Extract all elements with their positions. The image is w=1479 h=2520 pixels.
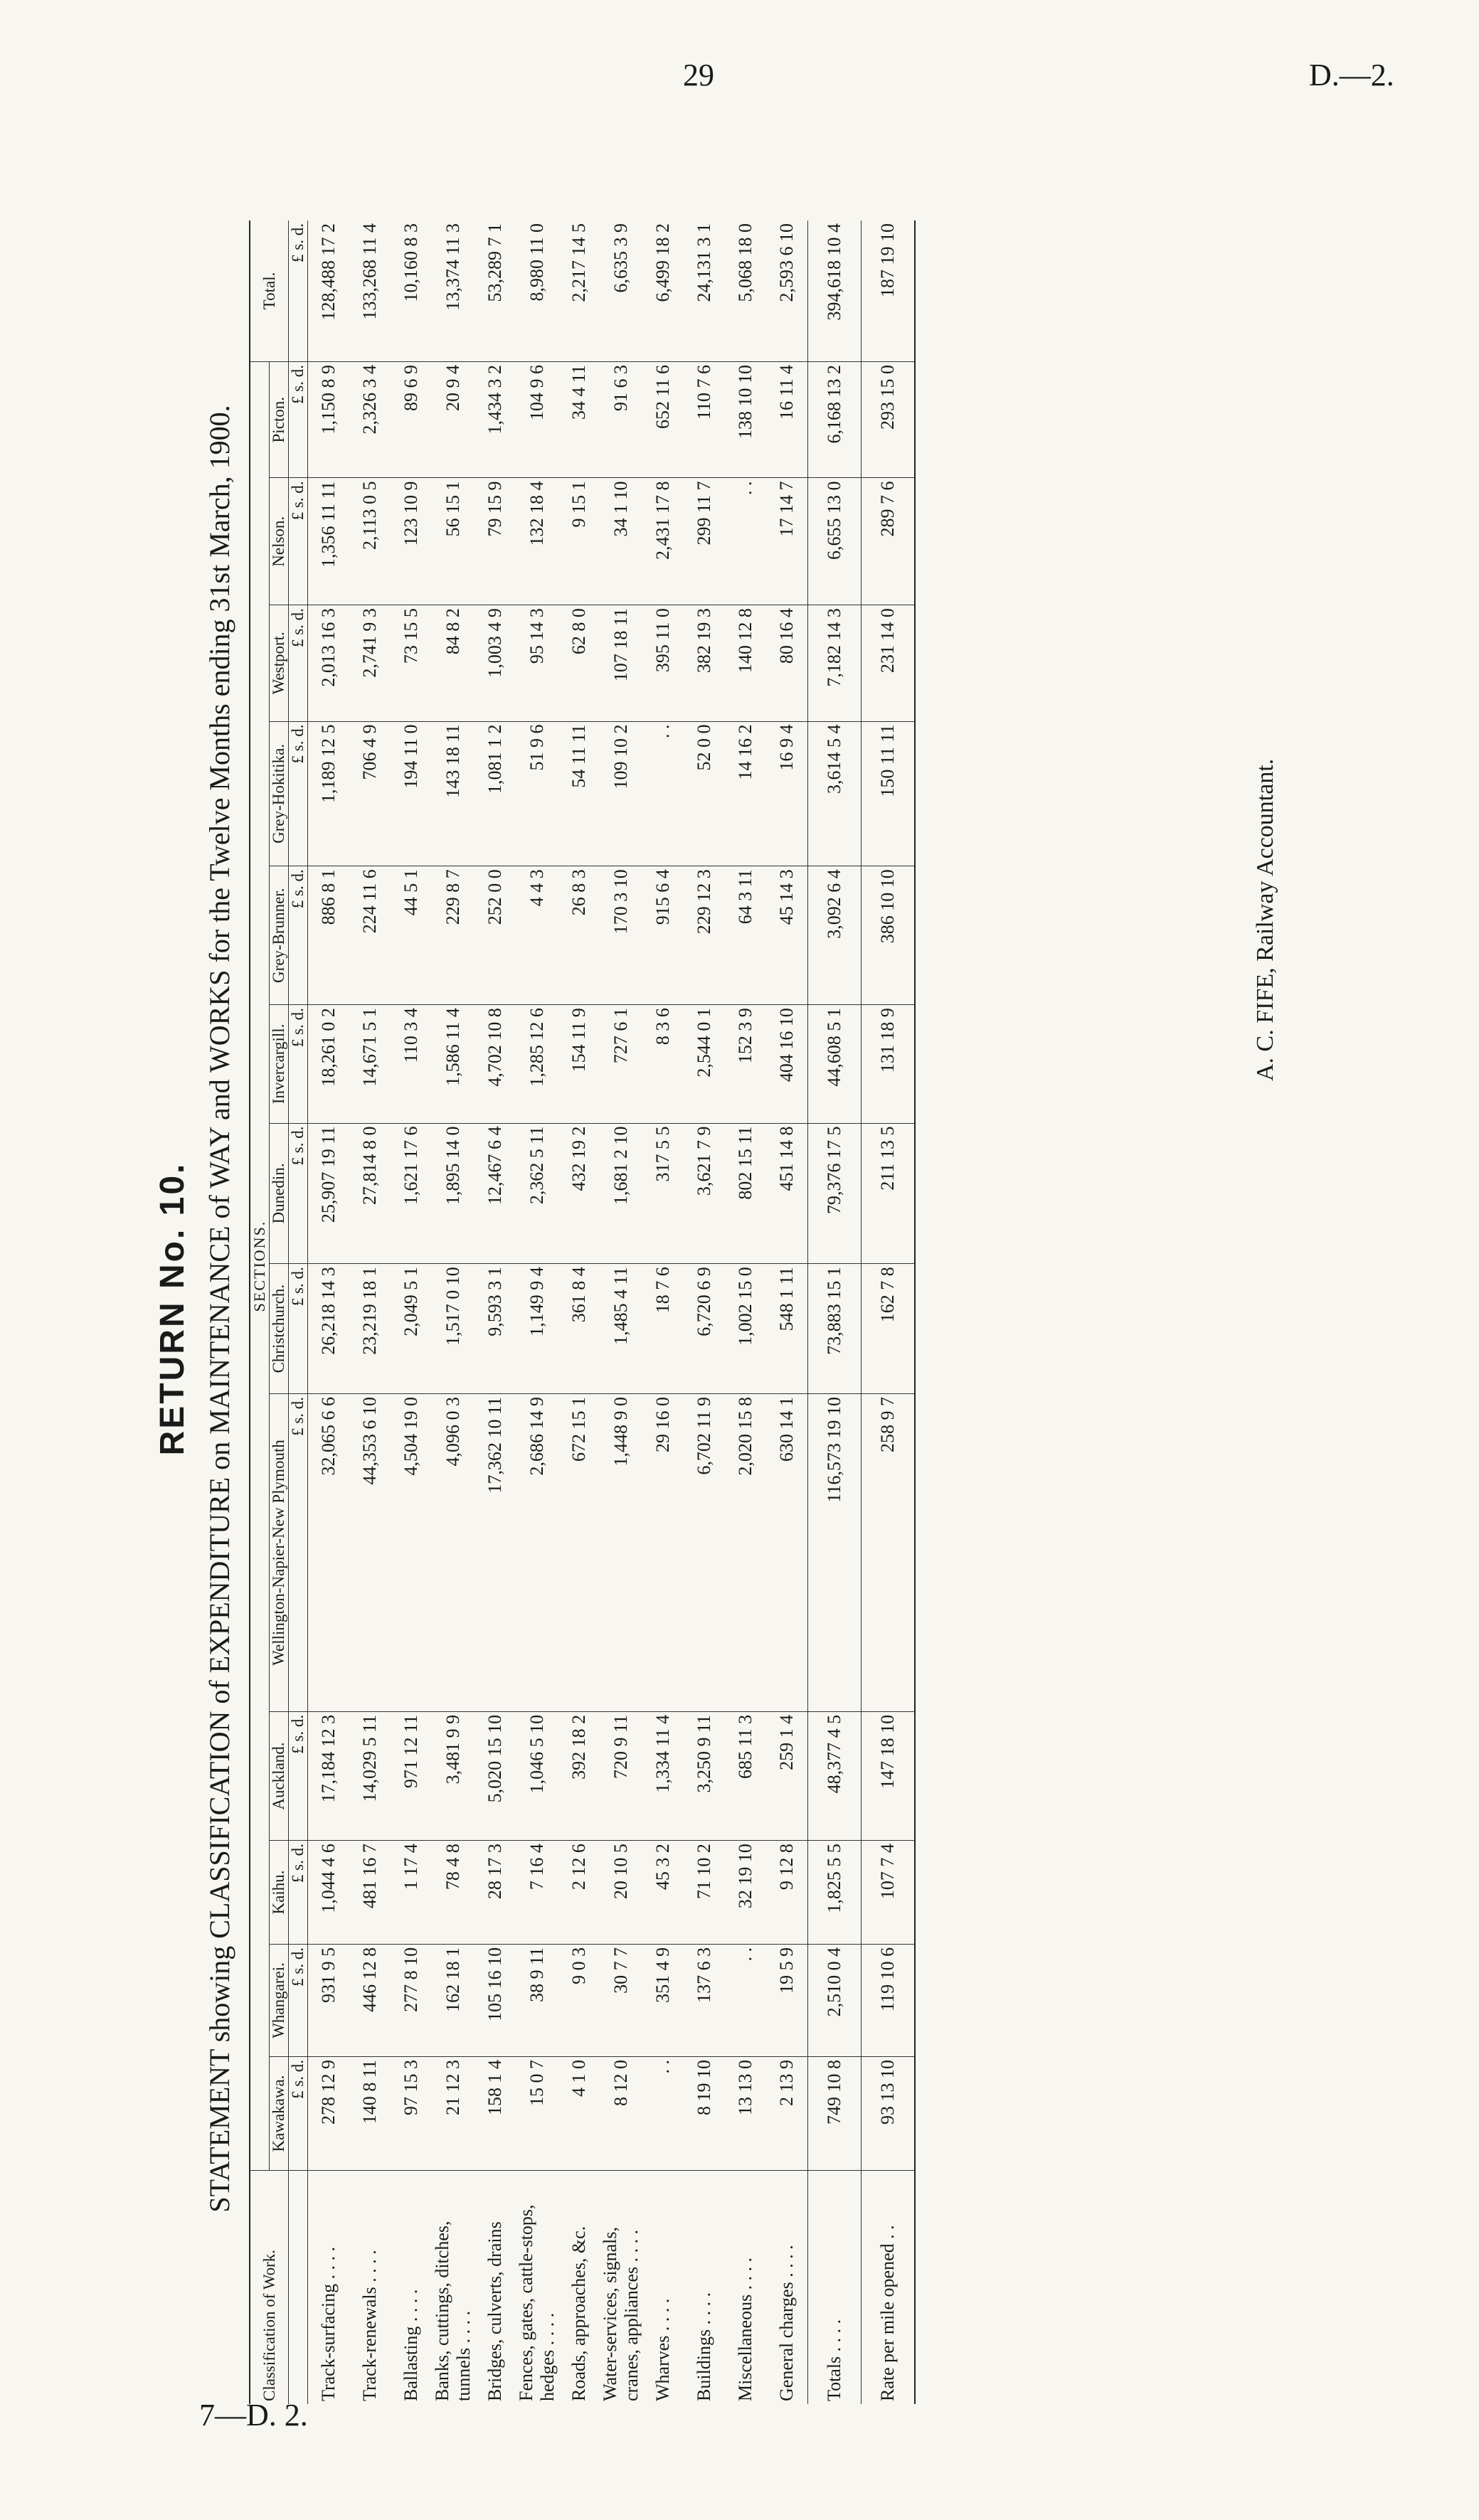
table-cell: 194 11 0 [391, 721, 432, 866]
table-cell: 44,608 5 1 [808, 1005, 862, 1123]
table-cell: 14,671 5 1 [349, 1005, 391, 1123]
row-label: Fences, gates, cattle-stops, hedges . . . . [516, 2204, 558, 2401]
table-cell: 38 9 11 [516, 1944, 558, 2056]
table-cell: 9 0 3 [558, 1944, 600, 2056]
table-cell: 13 13 0 [725, 2057, 766, 2171]
table-cell: 8 3 6 [642, 1005, 684, 1123]
table-cell: 170 3 10 [600, 866, 642, 1005]
table-cell: 1,149 9 4 [516, 1264, 558, 1394]
table-cell: 2,326 3 4 [349, 361, 391, 477]
table-cell: 32,065 6 6 [308, 1393, 350, 1711]
table-cell: 231 14 0 [862, 605, 916, 721]
units-label: £ s. d. [289, 1123, 308, 1264]
table-cell: 4 4 3 [516, 866, 558, 1005]
row-label: Ballasting . . . . [401, 2289, 421, 2401]
table-cell: 8 12 0 [600, 2057, 642, 2171]
rotated-page-content [142, 185, 1352, 2433]
table-cell: 23,219 18 1 [349, 1264, 391, 1394]
units-label: £ s. d. [289, 1944, 308, 2056]
table-cell: 53,289 7 1 [475, 220, 516, 361]
table-cell: 1,081 1 2 [475, 721, 516, 866]
rate-row [862, 220, 916, 2404]
table-cell: 802 15 11 [725, 1123, 766, 1264]
table-cell: 17,362 10 11 [475, 1393, 516, 1711]
table-cell: 110 3 4 [391, 1005, 432, 1123]
units-label: £ s. d. [289, 605, 308, 721]
col-header-total: Total. [250, 220, 289, 361]
table-cell: 109 10 2 [600, 721, 642, 866]
units-label: £ s. d. [289, 1841, 308, 1945]
table-cell: 277 8 10 [391, 1944, 432, 2056]
table-cell: 481 16 7 [349, 1841, 391, 1945]
units-label: £ s. d. [289, 1005, 308, 1123]
table-cell: 80 16 4 [766, 605, 808, 721]
table-cell: 886 8 1 [308, 866, 350, 1005]
table-cell: 9,593 3 1 [475, 1264, 516, 1394]
table-cell: 2,741 9 3 [349, 605, 391, 721]
table-cell: 119 10 6 [862, 1944, 916, 2056]
table-cell: 26,218 14 3 [308, 1264, 350, 1394]
units-label: £ s. d. [289, 1264, 308, 1394]
table-cell: 20 9 4 [432, 361, 475, 477]
table-cell: 158 1 4 [475, 2057, 516, 2171]
table-row [600, 220, 642, 2404]
units-label: £ s. d. [289, 361, 308, 477]
table-cell: 1,517 0 10 [432, 1264, 475, 1394]
table-cell: 7 16 4 [516, 1841, 558, 1945]
table-cell: 107 7 4 [862, 1841, 916, 1945]
table-row [516, 220, 558, 2404]
table-cell: 78 4 8 [432, 1841, 475, 1945]
row-label: Banks, cuttings, ditches, tunnels . . . . [432, 2221, 474, 2401]
table-cell: 19 5 9 [766, 1944, 808, 2056]
table-cell: 27,814 8 0 [349, 1123, 391, 1264]
classification-header: Classification of Work. [250, 2171, 289, 2405]
table-row [349, 220, 391, 2404]
table-cell: 685 11 3 [725, 1711, 766, 1840]
table-cell: 73 15 5 [391, 605, 432, 721]
table-cell: 293 15 0 [862, 361, 916, 477]
table-cell: 1,825 5 5 [808, 1841, 862, 1945]
table-body [308, 220, 916, 2404]
table-cell: 13,374 11 3 [432, 220, 475, 361]
table-cell: 45 3 2 [642, 1841, 684, 1945]
table-cell: 224 11 6 [349, 866, 391, 1005]
table-cell: 392 18 2 [558, 1711, 600, 1840]
table-cell: 147 18 10 [862, 1711, 916, 1840]
table-cell: 3,250 9 11 [684, 1711, 725, 1840]
table-cell: 1,434 3 2 [475, 361, 516, 477]
col-header-section: Auckland. [270, 1711, 289, 1840]
table-cell: 56 15 1 [432, 478, 475, 605]
table-cell: 1 17 4 [391, 1841, 432, 1945]
table-cell: 7,182 14 3 [808, 605, 862, 721]
units-label: £ s. d. [289, 866, 308, 1005]
table-cell: . . [725, 1944, 766, 2056]
table-cell: 32 19 10 [725, 1841, 766, 1945]
table-cell: 84 8 2 [432, 605, 475, 721]
table-cell: 45 14 3 [766, 866, 808, 1005]
table-cell: 211 13 5 [862, 1123, 916, 1264]
table-cell: 2,593 6 10 [766, 220, 808, 361]
row-label: Water-services, signals, cranes, appliances . . . . [600, 2226, 642, 2401]
table-cell: 1,621 17 6 [391, 1123, 432, 1264]
totals-row [808, 220, 862, 2404]
table-cell: 1,044 4 6 [308, 1841, 350, 1945]
table-cell: 132 18 4 [516, 478, 558, 605]
table-cell: 154 11 9 [558, 1005, 600, 1123]
table-cell: 162 7 8 [862, 1264, 916, 1394]
row-label: Wharves . . . . [652, 2298, 673, 2401]
table-cell: 97 15 3 [391, 2057, 432, 2171]
col-header-section: Whangarei. [270, 1944, 289, 2056]
signature: A. C. FIFE, Railway Accountant. [1252, 758, 1278, 1081]
units-row [289, 220, 308, 2404]
table-cell: 229 8 7 [432, 866, 475, 1005]
table-cell: 12,467 6 4 [475, 1123, 516, 1264]
table-row [308, 220, 350, 2404]
table-cell: 26 8 3 [558, 866, 600, 1005]
table-cell: 2,113 0 5 [349, 478, 391, 605]
table-cell: 1,448 9 0 [600, 1393, 642, 1711]
table-cell: 140 8 11 [349, 2057, 391, 2171]
table-cell: 3,614 5 4 [808, 721, 862, 866]
table-cell: 105 16 10 [475, 1944, 516, 2056]
table-cell: 2,049 5 1 [391, 1264, 432, 1394]
units-label: £ s. d. [289, 478, 308, 605]
units-label: £ s. d. [289, 721, 308, 866]
table-cell: 131 18 9 [862, 1005, 916, 1123]
table-cell: 44,353 6 10 [349, 1393, 391, 1711]
table-cell: 672 15 1 [558, 1393, 600, 1711]
table-cell: 133,268 11 4 [349, 220, 391, 361]
table-cell: 1,003 4 9 [475, 605, 516, 721]
table-cell: 152 3 9 [725, 1005, 766, 1123]
table-cell: 95 14 3 [516, 605, 558, 721]
table-cell: . . [642, 2057, 684, 2171]
row-label: Track-surfacing . . . . [318, 2246, 339, 2401]
row-label: Rate per mile opened . . [862, 2171, 916, 2405]
units-label: £ s. d. [289, 220, 308, 361]
table-cell: 4,702 10 8 [475, 1005, 516, 1123]
table-cell: 652 11 6 [642, 361, 684, 477]
table-cell: 138 10 10 [725, 361, 766, 477]
col-header-section: Wellington-Napier-New Plymouth [270, 1393, 289, 1711]
table-cell: 446 12 8 [349, 1944, 391, 2056]
units-blank [289, 2171, 308, 2405]
table-cell: 351 4 9 [642, 1944, 684, 2056]
table-cell: 6,720 6 9 [684, 1264, 725, 1394]
table-cell: 3,621 7 9 [684, 1123, 725, 1264]
table-cell: 17,184 12 3 [308, 1711, 350, 1840]
table-cell: 17 14 7 [766, 478, 808, 605]
table-cell: 150 11 11 [862, 721, 916, 866]
table-cell: 2,431 17 8 [642, 478, 684, 605]
col-header-section: Christchurch. [270, 1264, 289, 1394]
table-cell: 317 5 5 [642, 1123, 684, 1264]
return-title: RETURN No. 10. [154, 1161, 191, 1456]
row-label: Miscellaneous . . . . [735, 2257, 756, 2401]
table-cell: 1,046 5 10 [516, 1711, 558, 1840]
units-label: £ s. d. [289, 1393, 308, 1711]
table-cell: 1,334 11 4 [642, 1711, 684, 1840]
table-cell: 1,485 4 11 [600, 1264, 642, 1394]
table-cell: . . [642, 721, 684, 866]
table-cell: 2,020 15 8 [725, 1393, 766, 1711]
table-cell: 8 19 10 [684, 2057, 725, 2171]
table-cell: 15 0 7 [516, 2057, 558, 2171]
table-cell: 24,131 3 1 [684, 220, 725, 361]
table-cell: 79 15 9 [475, 478, 516, 605]
table-cell: 29 16 0 [642, 1393, 684, 1711]
table-row [766, 220, 808, 2404]
table-cell: 28 17 3 [475, 1841, 516, 1945]
table-cell: 20 10 5 [600, 1841, 642, 1945]
table-cell: 5,068 18 0 [725, 220, 766, 361]
table-cell: 5,020 15 10 [475, 1711, 516, 1840]
table-cell: 1,285 12 6 [516, 1005, 558, 1123]
table-cell: 2,217 14 5 [558, 220, 600, 361]
table-cell: 259 1 4 [766, 1711, 808, 1840]
table-cell: 1,002 15 0 [725, 1264, 766, 1394]
table-cell: 4,504 19 0 [391, 1393, 432, 1711]
table-cell: 14 16 2 [725, 721, 766, 866]
row-label: Buildings . . . . [694, 2292, 714, 2401]
table-cell: 361 8 4 [558, 1264, 600, 1394]
table-cell: 749 10 8 [808, 2057, 862, 2171]
col-header-section: Westport. [270, 605, 289, 721]
table-cell: 2,510 0 4 [808, 1944, 862, 2056]
table-cell: 394,618 10 4 [808, 220, 862, 361]
row-label: Roads, approaches, &c. [568, 2226, 589, 2401]
table-cell: 51 9 6 [516, 721, 558, 866]
table-cell: 14,029 5 11 [349, 1711, 391, 1840]
col-header-section: Picton. [270, 361, 289, 477]
statement-title: STATEMENT showing CLASSIFICATION of EXPENDITURE on MAINTENANCE of WAY and WORKS for the Twelve Months ending 31st March, 1900. [203, 405, 235, 2213]
table-row [391, 220, 432, 2404]
table-cell: 1,895 14 0 [432, 1123, 475, 1264]
table-cell: 382 19 3 [684, 605, 725, 721]
table-cell: 404 16 10 [766, 1005, 808, 1123]
table-cell: 9 12 8 [766, 1841, 808, 1945]
table-cell: 71 10 2 [684, 1841, 725, 1945]
table-cell: 93 13 10 [862, 2057, 916, 2171]
table-cell: 162 18 1 [432, 1944, 475, 2056]
table-cell: 143 18 11 [432, 721, 475, 866]
table-cell: 451 14 8 [766, 1123, 808, 1264]
table-cell: 2,544 0 1 [684, 1005, 725, 1123]
table-cell: 6,635 3 9 [600, 220, 642, 361]
page-number: 29 [683, 58, 714, 92]
table-cell: 62 8 0 [558, 605, 600, 721]
table-cell: 727 6 1 [600, 1005, 642, 1123]
table-cell: 54 11 11 [558, 721, 600, 866]
table-cell: 18,261 0 2 [308, 1005, 350, 1123]
col-header-section: Grey-Brunner. [270, 866, 289, 1005]
table-cell: 706 4 9 [349, 721, 391, 866]
page-ref: D.—2. [1309, 58, 1394, 92]
table-cell: 548 1 11 [766, 1264, 808, 1394]
table-cell: 25,907 19 11 [308, 1123, 350, 1264]
table-cell: 107 18 11 [600, 605, 642, 721]
table-cell: 630 14 1 [766, 1393, 808, 1711]
table-cell: 299 11 7 [684, 478, 725, 605]
col-header-section: Nelson. [270, 478, 289, 605]
table-cell: 2,686 14 9 [516, 1393, 558, 1711]
table-cell: 187 19 10 [862, 220, 916, 361]
col-header-section: Kawakawa. [270, 2057, 289, 2171]
row-label: Bridges, culverts, drains [484, 2221, 505, 2401]
table-cell: 79,376 17 5 [808, 1123, 862, 1264]
table-cell: 91 6 3 [600, 361, 642, 477]
table-cell: 289 7 6 [862, 478, 916, 605]
table-cell: . . [725, 478, 766, 605]
table-cell: 2 12 6 [558, 1841, 600, 1945]
table-cell: 44 5 1 [391, 866, 432, 1005]
table-cell: 104 9 6 [516, 361, 558, 477]
table-cell: 4,096 0 3 [432, 1393, 475, 1711]
row-label: Track-renewals . . . . [359, 2250, 380, 2401]
col-header-section: Invercargill. [270, 1005, 289, 1123]
table-cell: 116,573 19 10 [808, 1393, 862, 1711]
table-cell: 3,092 6 4 [808, 866, 862, 1005]
stamp-ref: 7—D. 2. [199, 2398, 308, 2433]
table-cell: 1,150 8 9 [308, 361, 350, 477]
table-row [725, 220, 766, 2404]
table-cell: 48,377 4 5 [808, 1711, 862, 1840]
table-cell: 21 12 3 [432, 2057, 475, 2171]
col-header-section: Dunedin. [270, 1123, 289, 1264]
table-cell: 34 1 10 [600, 478, 642, 605]
table-cell: 30 7 7 [600, 1944, 642, 2056]
table-cell: 2,362 5 11 [516, 1123, 558, 1264]
table-cell: 128,488 17 2 [308, 220, 350, 361]
table-cell: 1,356 11 11 [308, 478, 350, 605]
table-cell: 16 11 4 [766, 361, 808, 477]
table-cell: 931 9 5 [308, 1944, 350, 2056]
table-cell: 1,586 11 4 [432, 1005, 475, 1123]
table-cell: 110 7 6 [684, 361, 725, 477]
table-cell: 258 9 7 [862, 1393, 916, 1711]
table-cell: 34 4 11 [558, 361, 600, 477]
table-cell: 52 0 0 [684, 721, 725, 866]
table-cell: 971 12 11 [391, 1711, 432, 1840]
table-row [475, 220, 516, 2404]
table-cell: 229 12 3 [684, 866, 725, 1005]
table-cell: 1,189 12 5 [308, 721, 350, 866]
table-cell: 137 6 3 [684, 1944, 725, 2056]
table-cell: 73,883 15 1 [808, 1264, 862, 1394]
table-cell: 140 12 8 [725, 605, 766, 721]
units-label: £ s. d. [289, 2057, 308, 2171]
table-cell: 4 1 0 [558, 2057, 600, 2171]
units-label: £ s. d. [289, 1711, 308, 1840]
table-cell: 252 0 0 [475, 866, 516, 1005]
table-cell: 278 12 9 [308, 2057, 350, 2171]
table-cell: 2,013 16 3 [308, 605, 350, 721]
table-cell: 395 11 0 [642, 605, 684, 721]
table-cell: 6,499 18 2 [642, 220, 684, 361]
sections-header: SECTIONS. [250, 361, 270, 2170]
table-cell: 6,702 11 9 [684, 1393, 725, 1711]
table-cell: 6,655 13 0 [808, 478, 862, 605]
table-cell: 64 3 11 [725, 866, 766, 1005]
table-cell: 16 9 4 [766, 721, 808, 866]
table-cell: 1,681 2 10 [600, 1123, 642, 1264]
col-header-section: Grey-Hokitika. [270, 721, 289, 866]
table-row [432, 220, 475, 2404]
column-headers [270, 220, 289, 2404]
col-header-section: Kaihu. [270, 1841, 289, 1945]
table-cell: 18 7 6 [642, 1264, 684, 1394]
table-cell: 9 15 1 [558, 478, 600, 605]
table-cell: 915 6 4 [642, 866, 684, 1005]
table-cell: 8,980 11 0 [516, 220, 558, 361]
table-cell: 123 10 9 [391, 478, 432, 605]
expenditure-table [249, 220, 916, 2404]
table-cell: 89 6 9 [391, 361, 432, 477]
table-cell: 6,168 13 2 [808, 361, 862, 477]
table-cell: 386 10 10 [862, 866, 916, 1005]
row-label: Totals . . . . [808, 2171, 862, 2405]
table-row [642, 220, 684, 2404]
table-row [684, 220, 725, 2404]
table-cell: 2 13 9 [766, 2057, 808, 2171]
table-row [558, 220, 600, 2404]
table-cell: 720 9 11 [600, 1711, 642, 1840]
table-cell: 3,481 9 9 [432, 1711, 475, 1840]
row-label: General charges . . . . [776, 2245, 797, 2401]
table-cell: 10,160 8 3 [391, 220, 432, 361]
table-cell: 432 19 2 [558, 1123, 600, 1264]
